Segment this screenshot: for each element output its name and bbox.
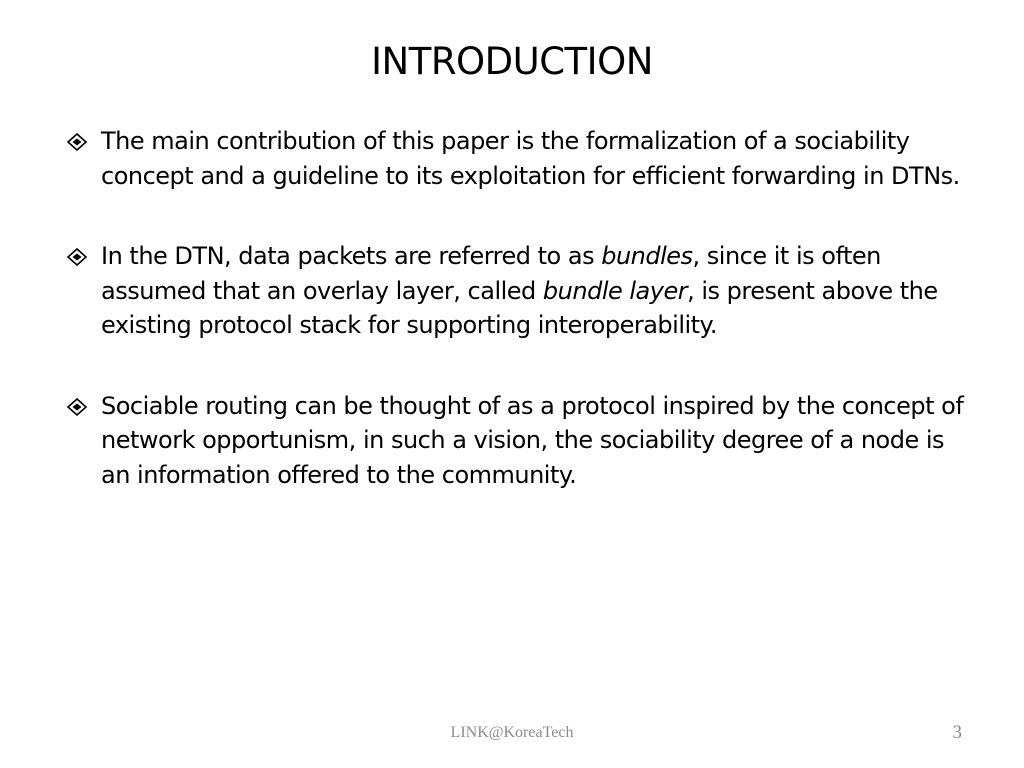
slide-title: INTRODUCTION [371, 40, 653, 83]
term-bundles: bundles [601, 242, 693, 270]
diamond-bullet-icon [66, 133, 88, 151]
bullet-list [64, 124, 964, 538]
bullet-text: The main contribution of this paper is the formalization of a sociability concept and a guideline to its exploitation for efficient forwarding in DTNs. [101, 127, 960, 190]
bullet-item [64, 389, 964, 493]
diamond-bullet-icon [66, 248, 88, 266]
bullet-text: In the DTN, data packets are referred to as bundles, since it is often assumed that an overlay layer, called bundle layer, is present above the existing protocol stack for supporting interoperability. [101, 242, 938, 339]
bullet-item [64, 239, 964, 343]
bullet-item [64, 124, 964, 193]
footer-text: LINK@KoreaTech [450, 724, 574, 741]
diamond-bullet-icon [66, 398, 88, 416]
page-number: 3 [952, 722, 962, 743]
term-bundle-layer: bundle layer [542, 276, 688, 305]
bullet-text: Sociable routing can be thought of as a protocol inspired by the concept of network opportunism, in such a vision, the sociability degree of a node is an information offered to the community. [101, 391, 964, 489]
